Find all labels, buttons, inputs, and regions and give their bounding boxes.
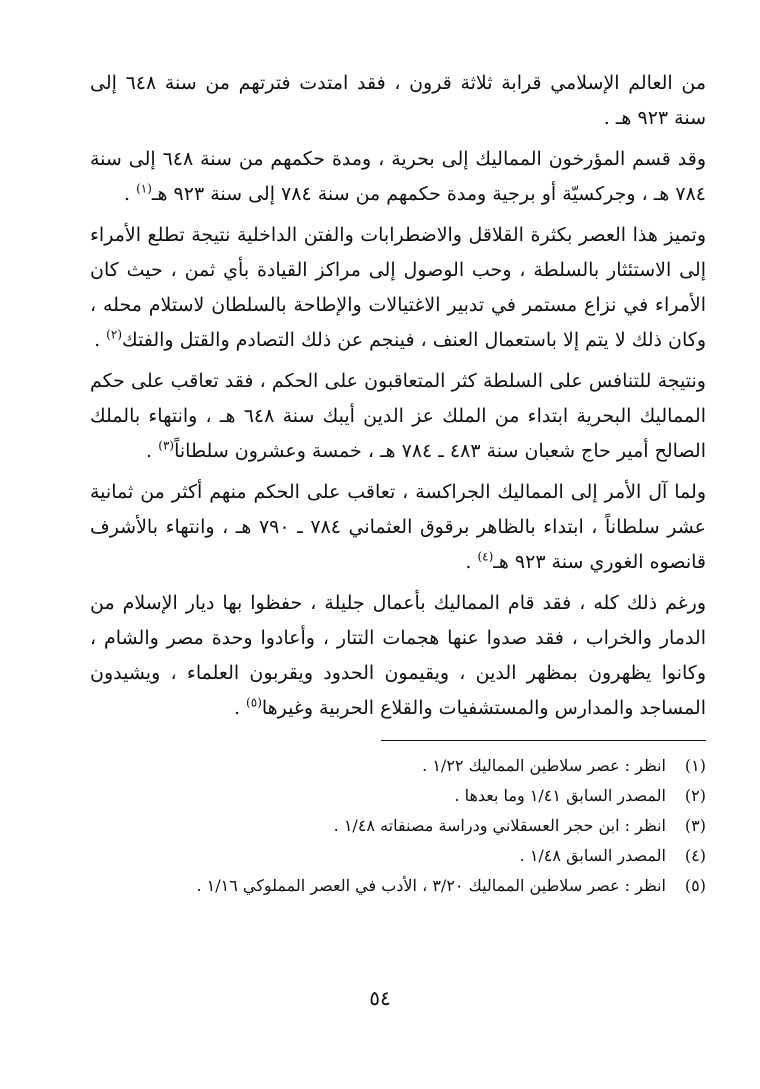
paragraph-6 <box>90 586 706 726</box>
footnote-text: انظر : عصر سلاطين المماليك ٣/٢٠ ، الأدب في العصر المملوكي ١/١٦ . <box>196 876 666 895</box>
footnote-item <box>90 751 706 781</box>
paragraph-text: ورغم ذلك كله ، فقد قام المماليك بأعمال جليلة ، حفظوا بها ديار الإسلام من الدمار والخراب ، فقد صدوا عنها هجمات التتار ، وأعادوا وحدة مصر والشام ، وكانوا يظهرون بمظهر الدين ، ويقيمون الحدود ويقربون العلماء ، ويشيدون المساجد والمدارس والمستشفيات والقلاع الحربية وغيرها <box>90 592 706 719</box>
footnote-item <box>90 841 706 871</box>
paragraph-4 <box>90 364 706 469</box>
paragraph-5 <box>90 475 706 580</box>
paragraph-text: وتميز هذا العصر بكثرة القلاقل والاضطرابات والفتن الداخلية نتيجة تطلع الأمراء إلى الاستئثار بالسلطة ، وحب الوصول إلى مراكز القيادة بأي ثمن ، حيث كان الأمراء في نزاع مستمر في تدبير الاغتيالات والإطاحة بالسلطان لاستلام محله ، وكان ذلك لا يتم إلا باستعمال العنف ، فينجم عن ذلك التصادم والقتل والفتك <box>90 224 706 351</box>
footnote-number: (٢) <box>684 786 706 805</box>
end-mark: . <box>94 329 101 351</box>
footnote-number: (٣) <box>684 816 706 835</box>
end-mark: . <box>233 697 240 719</box>
paragraph-text: وقد قسم المؤرخون المماليك إلى بحرية ، ومدة حكمهم من سنة ٦٤٨ إلى سنة ٧٨٤ هـ ، وجركسيّة أو برجية ومدة حكمهم من سنة ٧٨٤ إلى سنة ٩٢٣ هـ <box>90 148 706 205</box>
footnote-ref-2[interactable]: (٢) <box>106 327 122 342</box>
end-mark: . <box>146 440 153 462</box>
paragraph-text: ونتيجة للتنافس على السلطة كثر المتعاقبون على الحكم ، فقد تعاقب على حكم المماليك البحرية ابتداء من الملك عز الدين أيبك سنة ٦٤٨ هـ ، وانتهاء بالملك الصالح أمير حاج شعبان سنة ٤٨٣ ـ ٧٨٤ هـ ، خمسة وعشرون سلطاناً <box>90 370 706 462</box>
paragraph-3 <box>90 218 706 358</box>
page-number: ٥٤ <box>369 986 391 1010</box>
footnote-ref-4[interactable]: (٤) <box>477 549 494 564</box>
footnote-text: انظر : ابن حجر العسقلاني ودراسة مصنفاته ١/٤٨ . <box>333 816 666 835</box>
footnote-ref-5[interactable]: (٥) <box>246 695 262 710</box>
footnote-item <box>90 811 706 841</box>
footnotes <box>90 751 706 901</box>
end-mark: . <box>123 183 131 205</box>
footnote-divider <box>381 740 706 741</box>
paragraph-1 <box>90 66 706 136</box>
paragraph-text: من العالم الإسلامي قرابة ثلاثة قرون ، فقد امتدت فترتهم من سنة ٦٤٨ إلى سنة ٩٢٣ هـ . <box>90 72 706 129</box>
paragraph-2 <box>90 142 706 212</box>
end-mark: . <box>465 551 472 573</box>
footnote-number: (٥) <box>684 876 706 895</box>
footnote-text: انظر : عصر سلاطين المماليك ١/٢٢ . <box>422 756 666 775</box>
footnote-text: المصدر السابق ١/٤٨ . <box>519 846 666 865</box>
footnote-number: (٤) <box>684 846 706 865</box>
footnote-ref-3[interactable]: (٣) <box>158 438 175 453</box>
footnote-item <box>90 871 706 901</box>
paragraph-text: ولما آل الأمر إلى المماليك الجراكسة ، تعاقب على الحكم منهم أكثر من ثمانية عشر سلطاناً ، ابتداء بالظاهر برقوق العثماني ٧٨٤ ـ ٧٩٠ هـ ، وانتهاء بالأشرف قانصوه الغوري سنة ٩٢٣ هـ <box>90 481 706 573</box>
footnote-ref-1[interactable]: (١) <box>136 181 152 196</box>
footnote-text: المصدر السابق ١/٤١ وما بعدها . <box>454 786 666 805</box>
footnote-item <box>90 781 706 811</box>
footnote-number: (١) <box>684 756 706 775</box>
